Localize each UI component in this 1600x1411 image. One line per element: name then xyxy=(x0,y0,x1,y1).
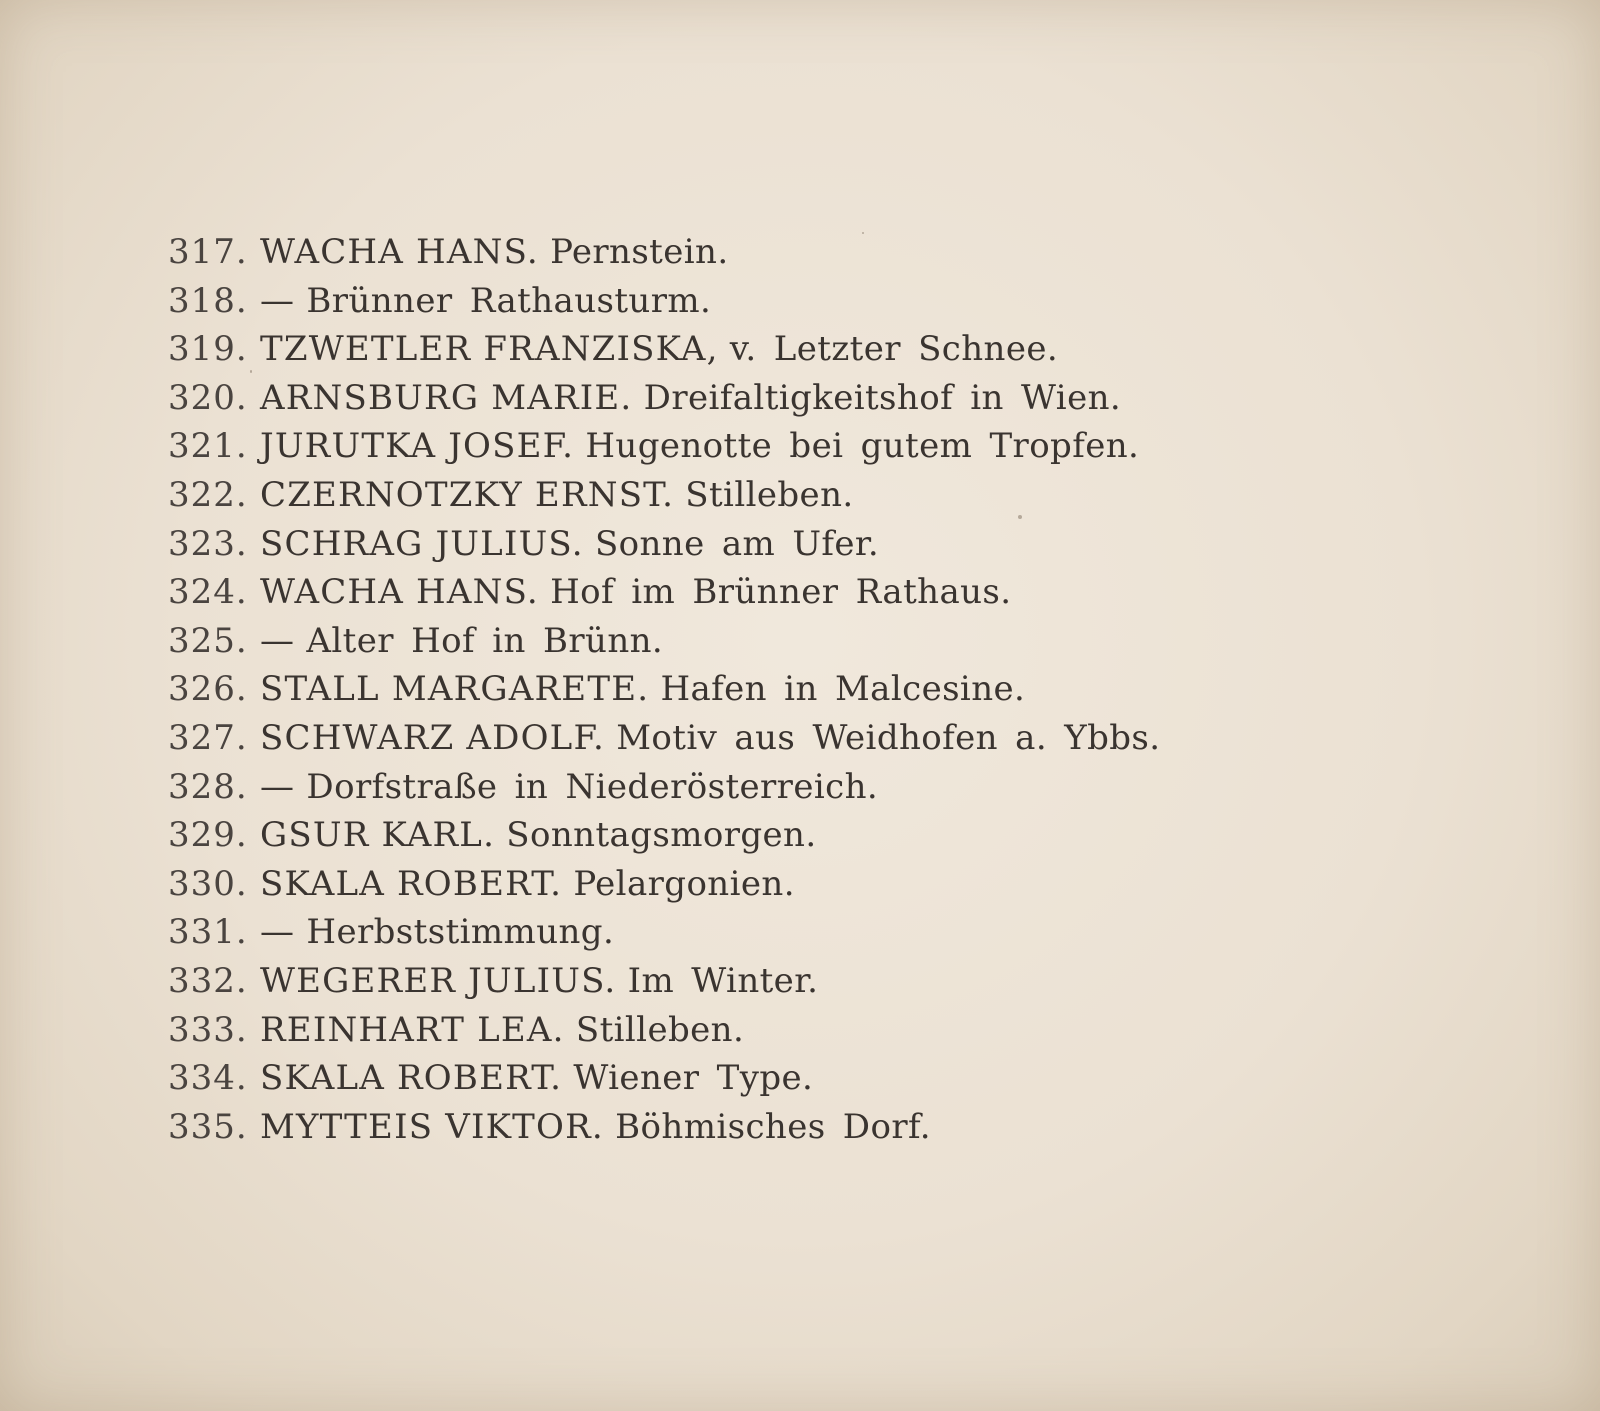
entry-number: 327. xyxy=(168,717,248,758)
entry-number: 321. xyxy=(168,426,248,467)
catalog-entry xyxy=(168,1103,1160,1152)
catalog-entry xyxy=(168,617,1160,666)
entry-artist: SCHRAG JULIUS. xyxy=(260,523,584,564)
entry-number: 334. xyxy=(168,1058,248,1099)
entry-number: 328. xyxy=(168,766,248,807)
catalog-entry xyxy=(168,665,1160,714)
catalog-entry-list xyxy=(168,228,1160,1151)
catalog-entry xyxy=(168,763,1160,812)
entry-title: Dreifaltigkeitshof in Wien. xyxy=(643,377,1122,418)
catalog-entry xyxy=(168,228,1160,277)
entry-number: 324. xyxy=(168,572,248,613)
entry-artist: TZWETLER FRANZISKA, xyxy=(260,329,719,370)
entry-number: 319. xyxy=(168,329,248,370)
entry-title: Brünner Rathausturm. xyxy=(306,280,712,321)
entry-number: 329. xyxy=(168,815,248,856)
entry-title: Böhmisches Dorf. xyxy=(615,1106,931,1147)
entry-artist: SCHWARZ ADOLF. xyxy=(260,717,605,758)
catalog-entry xyxy=(168,1054,1160,1103)
entry-number: 320. xyxy=(168,377,248,418)
entry-title: Dorfstraße in Niederösterreich. xyxy=(306,766,879,807)
entry-number: 317. xyxy=(168,232,248,272)
entry-artist: — xyxy=(260,280,296,321)
entry-number: 322. xyxy=(168,474,248,515)
entry-title: Im Winter. xyxy=(627,960,819,1001)
catalog-entry xyxy=(168,957,1160,1006)
entry-number: 332. xyxy=(168,960,248,1001)
entry-number: 318. xyxy=(168,280,248,321)
entry-title: Stilleben. xyxy=(575,1009,745,1050)
catalog-entry xyxy=(168,860,1160,909)
catalog-entry xyxy=(168,1006,1160,1055)
entry-number: 335. xyxy=(168,1106,248,1147)
catalog-entry xyxy=(168,908,1160,957)
entry-title: Stilleben. xyxy=(685,474,854,515)
entry-number: 326. xyxy=(168,669,248,710)
entry-title: Sonntagsmorgen. xyxy=(506,815,817,856)
entry-artist: STALL MARGARETE. xyxy=(260,669,650,710)
entry-title: Alter Hof in Brünn. xyxy=(306,620,664,661)
entry-artist: — xyxy=(260,912,296,953)
catalog-entry xyxy=(168,811,1160,860)
catalog-entry xyxy=(168,422,1160,471)
entry-title: Wiener Type. xyxy=(573,1058,814,1099)
entry-number: 325. xyxy=(168,620,248,661)
catalog-entry xyxy=(168,374,1160,423)
entry-title: Hof im Brünner Rathaus. xyxy=(550,572,1012,613)
catalog-entry xyxy=(168,277,1160,326)
entry-title: v. Letzter Schnee. xyxy=(729,329,1059,370)
entry-number: 333. xyxy=(168,1009,248,1050)
catalog-entry xyxy=(168,471,1160,520)
entry-artist: JURUTKA JOSEF. xyxy=(260,426,575,467)
entry-title: Sonne am Ufer. xyxy=(594,523,880,564)
entry-artist: — xyxy=(260,620,296,661)
entry-artist: WEGERER JULIUS. xyxy=(260,960,617,1001)
entry-artist: WACHA HANS. xyxy=(260,232,539,272)
entry-title: Herbststimmung. xyxy=(306,912,615,953)
entry-artist: GSUR KARL. xyxy=(260,815,496,856)
entry-title: Hafen in Malcesine. xyxy=(660,669,1026,710)
entry-artist: SKALA ROBERT. xyxy=(260,1058,563,1099)
entry-artist: WACHA HANS. xyxy=(260,572,539,613)
entry-artist: CZERNOTZKY ERNST. xyxy=(260,474,675,515)
entry-title: Pelargonien. xyxy=(573,863,795,904)
entry-number: 323. xyxy=(168,523,248,564)
entry-title: Motiv aus Weidhofen a. Ybbs. xyxy=(616,717,1161,758)
catalog-entry xyxy=(168,714,1160,763)
entry-title: Hugenotte bei gutem Tropfen. xyxy=(585,426,1140,467)
entry-artist: ARNSBURG MARIE. xyxy=(260,377,633,418)
entry-number: 330. xyxy=(168,863,248,904)
entry-artist: MYTTEIS VIKTOR. xyxy=(260,1106,604,1147)
catalog-entry xyxy=(168,520,1160,569)
entry-number: 331. xyxy=(168,912,248,953)
catalog-entry xyxy=(168,325,1160,374)
entry-artist: REINHART LEA. xyxy=(260,1009,565,1050)
entry-artist: SKALA ROBERT. xyxy=(260,863,563,904)
catalog-entry xyxy=(168,568,1160,617)
entry-title: Pernstein. xyxy=(550,232,729,272)
entry-artist: — xyxy=(260,766,296,807)
